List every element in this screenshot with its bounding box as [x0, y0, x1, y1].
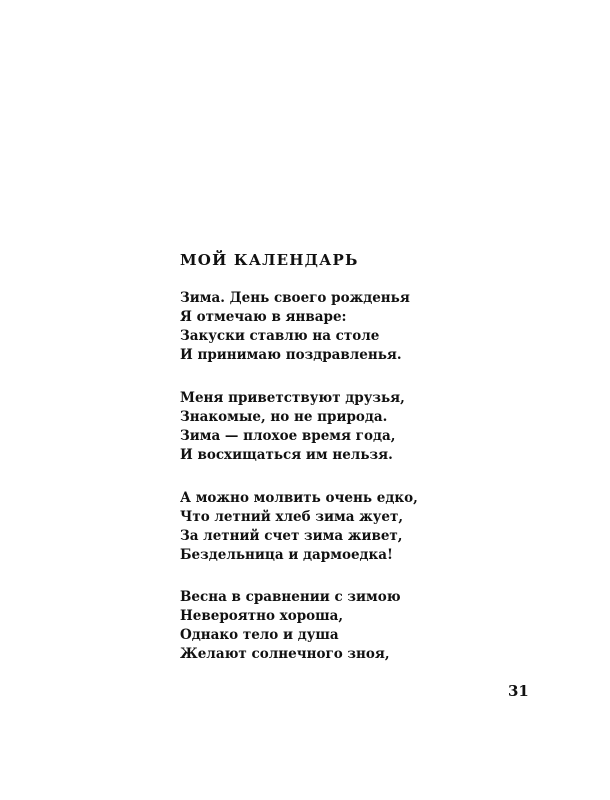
poem-line: Однако тело и душа [180, 627, 339, 643]
poem-line: Что летний хлеб зима жует, [180, 509, 404, 525]
page-number: 31 [508, 682, 529, 700]
poem-title: МОЙ КАЛЕНДАРЬ [180, 251, 359, 269]
poem-line: Желают солнечного зноя, [180, 646, 390, 662]
poem-line: Зима. День своего рожденья [180, 290, 410, 306]
poem-line: Зима — плохое время года, [180, 428, 396, 444]
poem-line: Знакомые, но не природа. [180, 409, 388, 425]
poem-line: И восхищаться им нельзя. [180, 447, 393, 463]
poem-line: Закуски ставлю на столе [180, 328, 380, 344]
stanza-2 [180, 389, 405, 465]
poem-line: Весна в сравнении с зимою [180, 589, 401, 605]
poem-line: За летний счет зима живет, [180, 528, 403, 544]
poem-line: Невероятно хороша, [180, 608, 344, 624]
poem-line: Я отмечаю в январе: [180, 309, 347, 325]
poem-line: А можно молвить очень едко, [180, 490, 418, 506]
poem-line: И принимаю поздравленья. [180, 347, 402, 363]
stanza-3 [180, 489, 418, 565]
stanza-4 [180, 588, 401, 664]
poem-line: Меня приветствуют друзья, [180, 390, 405, 406]
poem-line: Бездельница и дармоедка! [180, 547, 393, 563]
stanza-1 [180, 289, 410, 365]
